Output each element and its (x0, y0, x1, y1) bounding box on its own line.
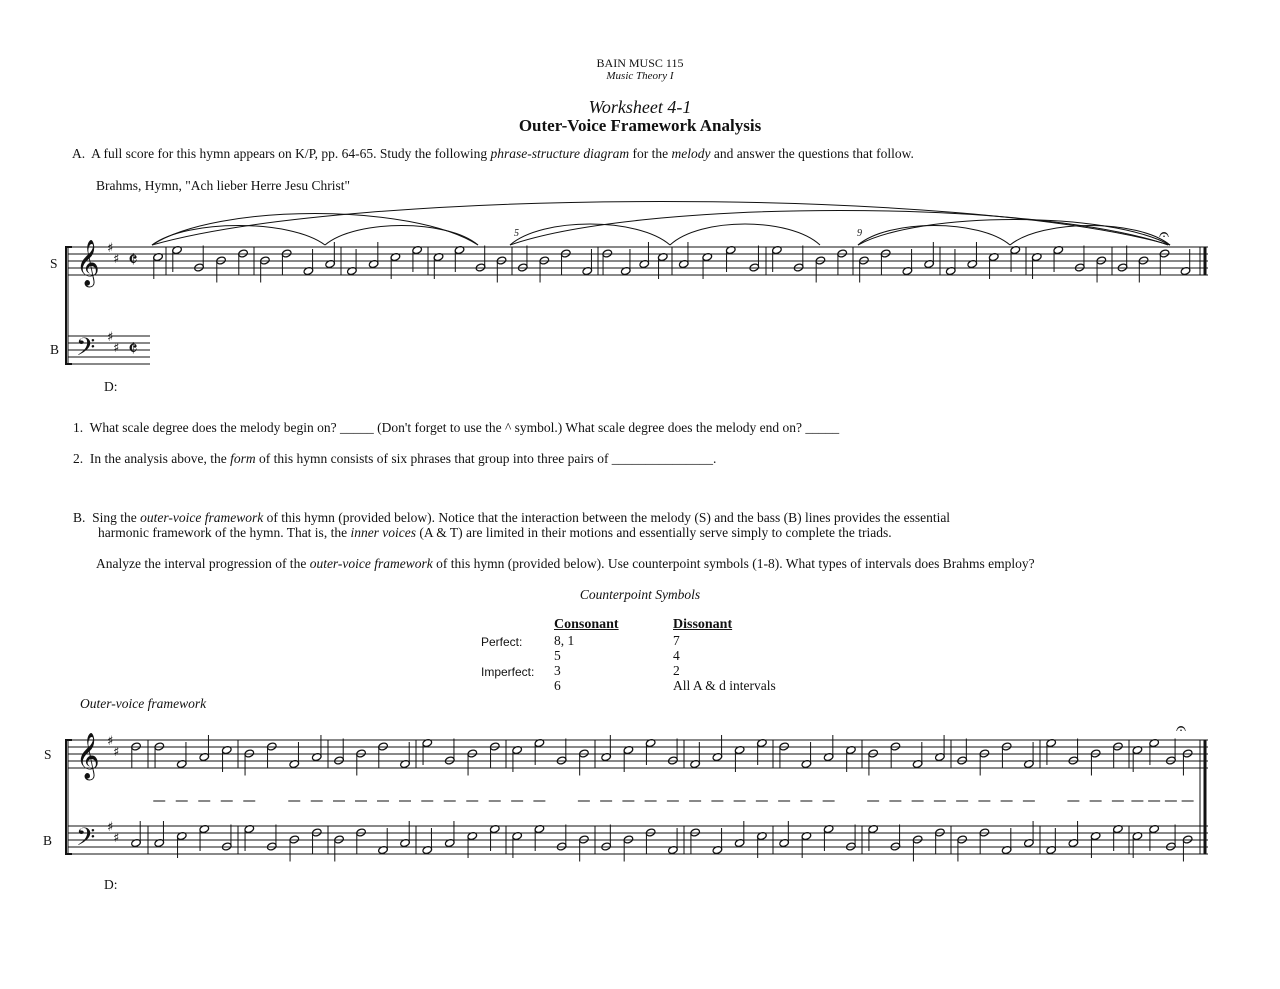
phrase-arc (152, 214, 478, 246)
phrase-arc (152, 226, 325, 246)
key-signature-icon: ♯ (113, 745, 120, 760)
framework-label: Outer-voice framework (80, 696, 207, 711)
phrase-arc (325, 226, 478, 246)
course-title: BAIN MUSC 115 (596, 56, 684, 70)
consonant-row-3: 3 (554, 663, 561, 678)
imperfect-label: Imperfect: (481, 665, 535, 679)
key-signature-icon: ♯ (107, 330, 114, 345)
cut-time-icon: 𝄵 (128, 248, 138, 273)
measure-number-9: 9 (857, 228, 862, 239)
key-label-b: D: (104, 877, 118, 892)
framework-staff-label-soprano: S (44, 747, 52, 762)
cut-time-icon: 𝄵 (128, 337, 138, 362)
key-signature-icon: ♯ (107, 734, 114, 749)
measure-number-5: 5 (514, 228, 519, 239)
phrase-arc (510, 224, 670, 245)
question-2: 2. In the analysis above, the form of this hymn consists of six phrases that group into three pairs of _______________. (73, 451, 717, 466)
consonant-row-1: 8, 1 (554, 633, 575, 648)
bass-clef-icon: 𝄢 (76, 823, 96, 858)
key-signature-icon: ♯ (113, 341, 120, 356)
key-label-a: D: (104, 379, 118, 394)
key-signature-icon: ♯ (107, 241, 114, 256)
dissonant-row-3: 2 (673, 663, 680, 678)
perfect-label: Perfect: (481, 635, 523, 649)
treble-clef-icon: 𝄞 (76, 240, 100, 286)
phrase-arc (510, 211, 1168, 246)
course-subtitle: Music Theory I (606, 70, 674, 82)
dissonant-row-1: 7 (673, 633, 680, 648)
part-b-line-3: Analyze the interval progression of the outer-voice framework of this hymn (provided below). Use counterpoint symbols (1-8). What types of intervals does Brahms employ? (96, 556, 1035, 571)
bass-clef-icon: 𝄢 (76, 333, 96, 368)
treble-clef-icon: 𝄞 (76, 733, 100, 779)
worksheet-subtitle: Outer-Voice Framework Analysis (518, 116, 762, 135)
part-b-label: B. (73, 510, 86, 525)
part-b-line-2: harmonic framework of the hymn. That is, the inner voices (A & T) are limited in their motions and essentially serve simply to complete the triads. (98, 525, 892, 540)
consonant-row-2: 5 (554, 648, 561, 663)
dissonant-row-2: 4 (673, 648, 680, 663)
consonant-header: Consonant (554, 617, 619, 632)
key-signature-icon: ♯ (113, 252, 120, 267)
question-1: 1. What scale degree does the melody begin on? _____ (Don't forget to use the ^ symbol.) What scale degree does the melody end on? _____ (73, 420, 840, 435)
key-signature-icon: ♯ (113, 831, 120, 846)
system-b-bracket (66, 740, 72, 854)
fermata-icon: 𝄐 (1159, 224, 1170, 245)
worksheet-title: Worksheet 4-1 (588, 97, 692, 117)
piece-title: Brahms, Hymn, "Ach lieber Herre Jesu Christ" (96, 178, 350, 193)
fermata-icon: 𝄐 (1176, 718, 1187, 739)
staff-label-soprano: S (50, 256, 58, 271)
dissonant-row-4: All A & d intervals (673, 678, 776, 693)
phrase-arc (858, 220, 1170, 246)
part-a-intro: A. A full score for this hymn appears on K/P, pp. 64-65. Study the following phrase-structure diagram for the melody and answer the questions that follow. (72, 146, 914, 161)
consonant-row-4: 6 (554, 678, 561, 693)
part-b-line-1: B. Sing the outer-voice framework of this hymn (provided below). Notice that the interaction between the melody (S) and the bass (B) lines provides the essential (73, 510, 951, 525)
counterpoint-symbols-title: Counterpoint Symbols (579, 587, 701, 602)
key-signature-icon: ♯ (107, 820, 114, 835)
dissonant-header: Dissonant (673, 617, 733, 632)
part-a-label: A. (72, 146, 86, 161)
phrase-arc (670, 224, 820, 245)
framework-staff-label-bass: B (43, 833, 53, 848)
staff-label-bass: B (50, 342, 60, 357)
system-a-bracket (66, 247, 72, 364)
